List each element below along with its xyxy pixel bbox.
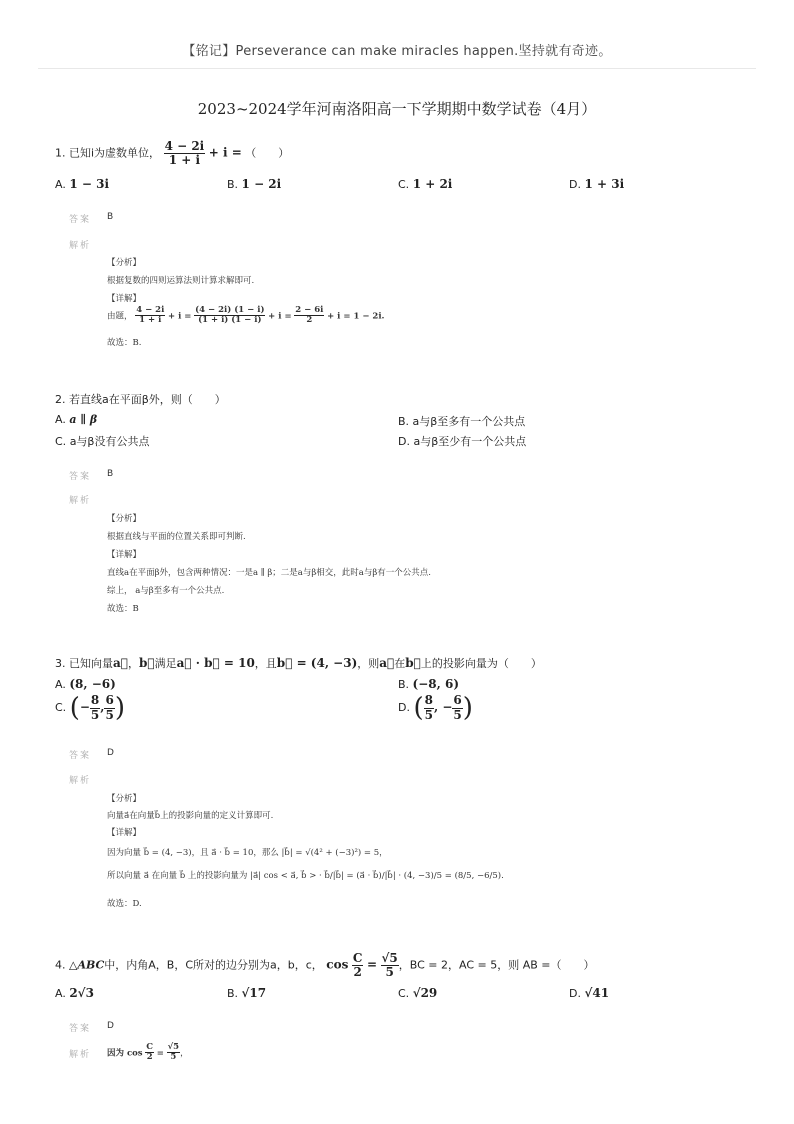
q1-frac-num: 4 − 2i [164, 139, 205, 153]
q4-rest: ，BC = 2，AC = 5，则 AB =（ ） [398, 958, 595, 972]
q3-stem-c: ，且 [254, 657, 277, 670]
q1-option-d-label: D. [569, 178, 581, 191]
q4-option-b [227, 986, 266, 1000]
q1-conclusion: 故选：B. [107, 338, 142, 348]
q3-option-d-lparen: ( [413, 693, 424, 723]
q3-vec-b-2: b⃗ [405, 656, 421, 670]
q3-detail-2: 所以向量 a⃗ 在向量 b⃗ 上的投影向量为 |a⃗| cos < a⃗, b⃗ > · b⃗/|b⃗| = (a⃗ · b⃗)/|b⃗| · (4, −3)/5 = (8/5, −6/5). [107, 871, 504, 881]
q1-answer-tag: 答案 [69, 215, 92, 225]
q4-cos-frac-den: 2 [353, 965, 362, 980]
q2-option-a-label: A. [55, 413, 66, 426]
q4-detail-frac [145, 1043, 154, 1063]
q3-analysis-tag: 解析 [69, 776, 92, 786]
q1-analysis-tag: 解析 [69, 241, 92, 251]
q4-option-b-label: B. [227, 987, 239, 1000]
q3-sep: ， [127, 657, 139, 670]
motto-header: 【铭记】Perseverance can make miracles happen.坚持就有奇迹。 [182, 44, 612, 59]
question-2-stem: 2. 若直线a在平面β外，则（ ） [55, 393, 226, 406]
q3-xiangjie-label: 【详解】 [107, 828, 142, 838]
q1-analysis-text: 根据复数的四则运算法则计算求解即可. [107, 276, 255, 286]
q1-option-b [227, 177, 281, 191]
q3-b-eq: b⃗ = (4, −3) [276, 656, 358, 670]
q1-detail-tail: + i = 1 − 2i. [327, 311, 385, 322]
q4-detail-tail: ， [180, 1048, 189, 1059]
q3-option-d-frac1-den: 5 [424, 707, 433, 722]
q3-option-c-label: C. [55, 701, 67, 714]
q3-option-d [398, 693, 473, 723]
q3-option-c-frac1 [90, 694, 100, 721]
q4-answer-tag: 答案 [69, 1024, 92, 1034]
q3-option-c-rparen: ) [114, 693, 125, 723]
q4-detail-root-frac [167, 1043, 181, 1063]
q2-option-b [398, 413, 525, 429]
q3-stem-b: 满足 [154, 657, 177, 670]
q4-option-b-text: √17 [241, 986, 267, 1000]
q2-option-c [55, 433, 149, 449]
q4-option-d-text: √41 [584, 986, 610, 1000]
q4-detail-cos: 因为 cos [107, 1048, 143, 1059]
q1-detail [107, 306, 385, 326]
q1-detail-frac3 [294, 306, 324, 326]
q1-detail-frac2-num: (4 − 2i) (1 − i) [195, 305, 265, 315]
q1-suffix: （ ） [245, 146, 290, 160]
header-divider [38, 68, 756, 69]
q3-option-c-frac1-num: 8 [90, 693, 100, 708]
q2-option-a-text: a ∥ β [69, 413, 98, 426]
q4-detail-eq: = [156, 1048, 164, 1059]
q3-option-d-frac1 [424, 694, 434, 721]
q3-option-d-frac1-num: 8 [424, 693, 433, 708]
q2-detail-2: 综上， a与β至多有一个公共点. [107, 586, 225, 596]
q4-option-d [569, 986, 609, 1000]
question-3-stem [55, 655, 542, 671]
q4-eq: = [366, 957, 377, 972]
q4-root-frac [381, 952, 399, 979]
q1-option-d [569, 177, 624, 191]
q3-option-d-comma: , − [433, 700, 453, 714]
q2-option-b-text: a与β至多有一个公共点 [412, 415, 526, 428]
q3-option-d-label: D. [398, 701, 410, 714]
q1-option-c-text: 1 + 2i [412, 177, 453, 191]
q3-vec-a-2: a⃗ [379, 656, 395, 670]
q1-fenxi-label: 【分析】 [107, 258, 142, 268]
q1-prefix: 1. 已知i为虚数单位， [55, 146, 161, 160]
q3-fenxi-label: 【分析】 [107, 794, 142, 804]
q3-option-b-text: (−8, 6) [412, 677, 460, 691]
q3-option-c [55, 693, 125, 723]
q1-detail-prefix: 由题， [107, 311, 133, 322]
q4-detail-root-den: 5 [170, 1052, 177, 1063]
q2-xiangjie-label: 【详解】 [107, 550, 142, 560]
q3-option-a [55, 677, 116, 691]
q3-option-c-lparen: ( [69, 693, 80, 723]
q3-option-d-frac2-num: 6 [453, 693, 462, 708]
q3-option-c-frac2-den: 5 [105, 707, 114, 722]
q3-option-c-frac2-num: 6 [105, 693, 114, 708]
q4-stem-a: 4. [55, 958, 69, 972]
q1-option-b-text: 1 − 2i [241, 177, 282, 191]
q1-detail-frac2 [194, 306, 265, 326]
q3-option-a-label: A. [55, 678, 66, 691]
q2-analysis-tag: 解析 [69, 496, 92, 506]
q4-triangle: △ABC [69, 958, 105, 972]
q3-vec-a: a⃗ [113, 656, 128, 670]
q4-option-a [55, 986, 94, 1000]
q3-option-b-label: B. [398, 678, 410, 691]
q1-fraction [164, 140, 206, 167]
q4-cos-frac-num: C [352, 951, 363, 965]
q2-option-d [398, 433, 526, 449]
q3-conclusion: 故选：D. [107, 899, 142, 909]
q2-detail-1: 直线a在平面β外，包含两种情况：一是a ∥ β；二是a与β相交，此时a与β有一个公共点. [107, 568, 431, 578]
q1-answer: B [107, 212, 114, 222]
q2-conclusion: 故选：B [107, 604, 139, 614]
q3-stem-e: 在 [394, 657, 406, 670]
q4-root-frac-num: √5 [381, 951, 398, 965]
q1-detail-plus-i: + i = [168, 311, 192, 322]
q1-option-c-label: C. [398, 178, 410, 191]
q4-analysis-tag: 解析 [69, 1050, 92, 1060]
q2-option-c-text: a与β没有公共点 [69, 435, 150, 448]
q3-vec-b: b⃗ [138, 656, 155, 670]
q4-stem-b: 中，内角A，B，C所对的边分别为a，b，c， [104, 958, 323, 972]
question-4-stem [55, 952, 595, 979]
q1-option-a [55, 177, 109, 191]
q3-option-c-minus: − [79, 700, 90, 714]
q2-answer-tag: 答案 [69, 472, 92, 482]
q3-option-c-frac1-den: 5 [90, 707, 100, 722]
q1-option-a-label: A. [55, 178, 66, 191]
q3-dot-eq: a⃗ · b⃗ = 10 [176, 656, 255, 670]
q4-detail-frac-den: 2 [146, 1052, 153, 1063]
q1-suffix-math: + i = [208, 145, 242, 160]
q2-analysis-text: 根据直线与平面的位置关系即可判断. [107, 532, 246, 542]
q3-stem-f: 上的投影向量为（ ） [420, 657, 542, 670]
q3-option-d-frac2 [452, 694, 462, 721]
q4-detail-root-num: √5 [167, 1042, 180, 1052]
q1-option-c [398, 177, 452, 191]
q1-frac-den: 1 + i [168, 153, 201, 168]
q1-xiangjie-label: 【详解】 [107, 294, 142, 304]
q4-detail-1 [107, 1043, 189, 1063]
q3-option-c-frac2 [104, 694, 114, 721]
q4-answer: D [107, 1021, 114, 1031]
q4-root-frac-den: 5 [385, 965, 394, 980]
q2-option-a [55, 413, 97, 426]
q1-detail-frac3-num: 2 − 6i [295, 305, 324, 315]
q1-option-b-label: B. [227, 178, 239, 191]
q1-detail-frac1 [135, 306, 165, 326]
q3-option-c-comma: , [100, 700, 105, 714]
q3-detail-1: 因为向量 b⃗ = (4, −3)，且 a⃗ · b⃗ = 10，那么 |b⃗| = √(4² + (−3)²) = 5， [107, 848, 388, 858]
q1-detail-frac1-num: 4 − 2i [136, 305, 165, 315]
question-1-stem [55, 140, 289, 167]
q3-option-b [398, 677, 459, 691]
q1-detail-frac2-den: (1 + i) (1 − i) [198, 315, 262, 326]
page-title: 2023~2024学年河南洛阳高一下学期期中数学试卷（4月） [197, 100, 597, 118]
q2-option-c-label: C. [55, 435, 67, 448]
q4-option-c [398, 986, 437, 1000]
q1-detail-plus-i-2: + i = [268, 311, 292, 322]
q4-option-c-label: C. [398, 987, 410, 1000]
q2-option-b-label: B. [398, 415, 410, 428]
q1-option-a-text: 1 − 3i [69, 177, 109, 191]
q3-option-d-rparen: ) [462, 693, 473, 723]
q4-option-a-text: 2√3 [69, 986, 94, 1000]
q1-detail-frac3-den: 2 [306, 315, 313, 326]
q4-option-c-text: √29 [412, 986, 438, 1000]
q2-fenxi-label: 【分析】 [107, 514, 142, 524]
q3-analysis-text: 向量a⃗在向量b⃗上的投影向量的定义计算即可. [107, 811, 274, 821]
q3-option-a-text: (8, −6) [69, 677, 116, 691]
q3-option-d-frac2-den: 5 [453, 707, 462, 722]
q4-detail-frac-num: C [146, 1042, 154, 1052]
q3-answer-tag: 答案 [69, 751, 92, 761]
q3-answer: D [107, 748, 114, 758]
q1-detail-frac1-den: 1 + i [139, 315, 162, 326]
q4-cos: cos [326, 957, 349, 972]
q2-option-d-text: a与β至少有一个公共点 [413, 435, 527, 448]
q4-cos-frac [352, 952, 364, 979]
q4-option-d-label: D. [569, 987, 581, 1000]
q3-stem-d: ，则 [357, 657, 380, 670]
q2-option-d-label: D. [398, 435, 410, 448]
q4-option-a-label: A. [55, 987, 66, 1000]
q1-option-d-text: 1 + 3i [584, 177, 625, 191]
q2-answer: B [107, 469, 114, 479]
q3-stem-a: 3. 已知向量 [55, 657, 113, 670]
